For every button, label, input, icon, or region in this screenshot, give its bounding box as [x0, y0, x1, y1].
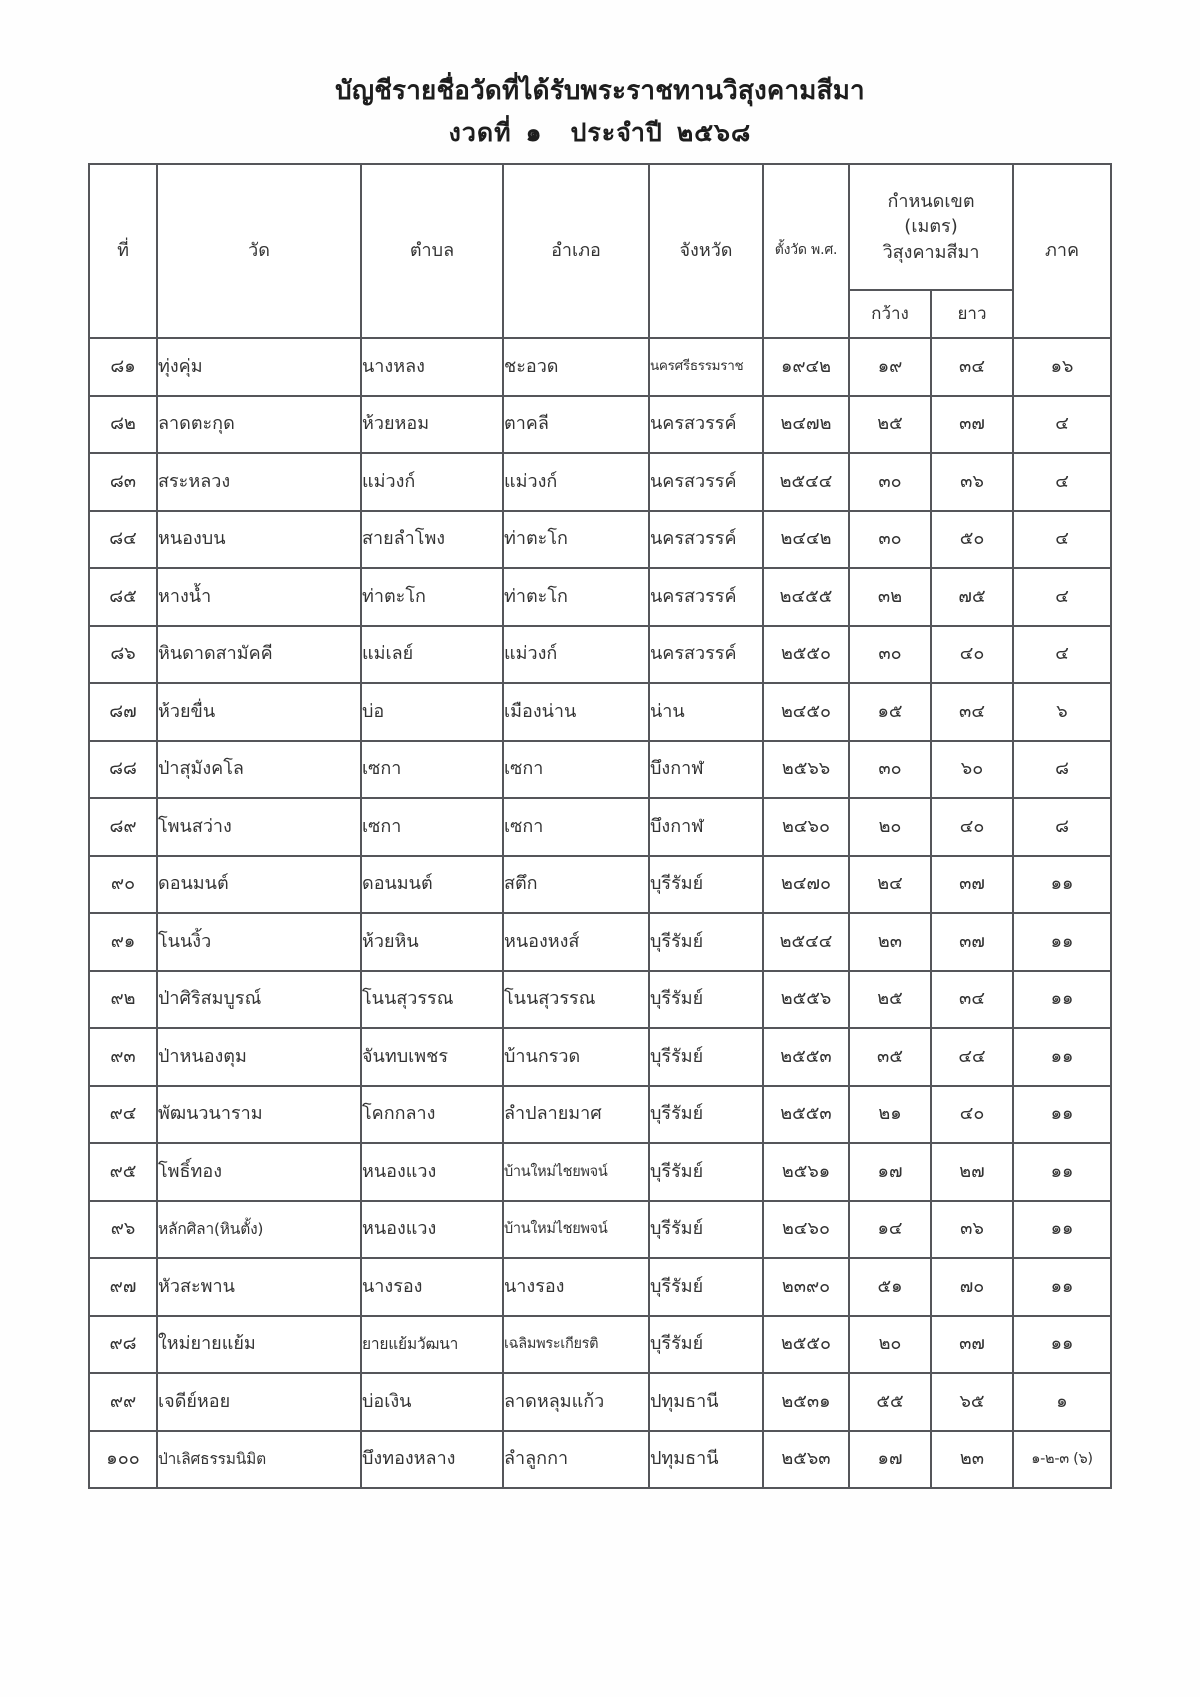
- table-row: [89, 971, 1111, 1029]
- header-amphoe: อำเภอ: [503, 164, 649, 338]
- cell-tambon: นางรอง: [361, 1258, 503, 1316]
- header-year-founded: ตั้งวัด พ.ศ.: [763, 164, 849, 338]
- cell-length: ๕๐: [931, 511, 1013, 569]
- cell-tambon: โนนสุวรรณ: [361, 971, 503, 1029]
- cell-phak: ๑๑: [1013, 971, 1111, 1029]
- cell-amphoe: ลำปลายมาศ: [503, 1086, 649, 1144]
- cell-wat: โพธิ์ทอง: [157, 1143, 361, 1201]
- cell-wat: หนองบน: [157, 511, 361, 569]
- registry-table: [88, 163, 1112, 1489]
- cell-phak: ๔: [1013, 626, 1111, 684]
- cell-wat: ป่าศิริสมบูรณ์: [157, 971, 361, 1029]
- cell-changwat: บุรีรัมย์: [649, 971, 763, 1029]
- header-boundary-line1: กำหนดเขต: [887, 190, 975, 212]
- cell-width: ๓๐: [849, 511, 931, 569]
- cell-wat: โพนสว่าง: [157, 798, 361, 856]
- cell-no: ๙๖: [89, 1201, 157, 1259]
- cell-tambon: ท่าตะโก: [361, 568, 503, 626]
- cell-length: ๔๐: [931, 798, 1013, 856]
- cell-wat: ลาดตะกุด: [157, 396, 361, 454]
- cell-width: ๓๐: [849, 741, 931, 799]
- cell-amphoe: ท่าตะโก: [503, 511, 649, 569]
- cell-width: ๒๓: [849, 913, 931, 971]
- table-row: [89, 798, 1111, 856]
- cell-length: ๓๖: [931, 1201, 1013, 1259]
- cell-changwat: นครศรีธรรมราช: [649, 338, 763, 396]
- cell-no: ๑๐๐: [89, 1431, 157, 1489]
- table-row: [89, 453, 1111, 511]
- cell-amphoe: เมืองน่าน: [503, 683, 649, 741]
- cell-changwat: บุรีรัมย์: [649, 1201, 763, 1259]
- cell-year-founded: ๒๔๗๒: [763, 396, 849, 454]
- header-no: ที่: [89, 164, 157, 338]
- cell-phak: ๑๑: [1013, 1086, 1111, 1144]
- cell-tambon: หนองแวง: [361, 1201, 503, 1259]
- cell-phak: ๘: [1013, 798, 1111, 856]
- cell-changwat: บุรีรัมย์: [649, 1028, 763, 1086]
- table-body: [89, 338, 1111, 1488]
- cell-wat: หางน้ำ: [157, 568, 361, 626]
- cell-changwat: บุรีรัมย์: [649, 1086, 763, 1144]
- subtitle-round-number: ๑: [525, 118, 543, 148]
- cell-no: ๘๓: [89, 453, 157, 511]
- cell-year-founded: ๒๕๕๐: [763, 1316, 849, 1374]
- cell-no: ๘๔: [89, 511, 157, 569]
- cell-changwat: บุรีรัมย์: [649, 1258, 763, 1316]
- cell-no: ๘๖: [89, 626, 157, 684]
- cell-phak: ๔: [1013, 453, 1111, 511]
- cell-tambon: ยายแย้มวัฒนา: [361, 1316, 503, 1374]
- cell-phak: ๘: [1013, 741, 1111, 799]
- cell-phak: ๑๑: [1013, 1143, 1111, 1201]
- header-wat: วัด: [157, 164, 361, 338]
- cell-wat: ป่าเลิศธรรมนิมิต: [157, 1431, 361, 1489]
- cell-length: ๗๕: [931, 568, 1013, 626]
- table-row: [89, 856, 1111, 914]
- cell-length: ๔๐: [931, 626, 1013, 684]
- cell-wat: สระหลวง: [157, 453, 361, 511]
- cell-length: ๓๗: [931, 396, 1013, 454]
- cell-length: ๔๔: [931, 1028, 1013, 1086]
- cell-changwat: บุรีรัมย์: [649, 1143, 763, 1201]
- cell-width: ๑๗: [849, 1143, 931, 1201]
- cell-year-founded: ๑๙๔๒: [763, 338, 849, 396]
- table-row: [89, 741, 1111, 799]
- cell-tambon: จันทบเพชร: [361, 1028, 503, 1086]
- cell-no: ๘๙: [89, 798, 157, 856]
- subtitle-year-value: ๒๕๖๘: [676, 118, 752, 148]
- table-row: [89, 1316, 1111, 1374]
- cell-tambon: แม่วงก์: [361, 453, 503, 511]
- cell-amphoe: หนองหงส์: [503, 913, 649, 971]
- header-boundary-group: [849, 164, 1013, 290]
- cell-year-founded: ๒๕๔๔: [763, 453, 849, 511]
- cell-tambon: แม่เลย์: [361, 626, 503, 684]
- cell-changwat: บุรีรัมย์: [649, 856, 763, 914]
- cell-no: ๙๒: [89, 971, 157, 1029]
- cell-width: ๒๐: [849, 798, 931, 856]
- cell-tambon: บ่อเงิน: [361, 1373, 503, 1431]
- table-row: [89, 1431, 1111, 1489]
- cell-year-founded: ๒๕๖๖: [763, 741, 849, 799]
- cell-year-founded: ๒๔๔๒: [763, 511, 849, 569]
- cell-phak: ๑: [1013, 1373, 1111, 1431]
- cell-length: ๗๐: [931, 1258, 1013, 1316]
- header-tambon: ตำบล: [361, 164, 503, 338]
- cell-length: ๖๕: [931, 1373, 1013, 1431]
- cell-no: ๙๑: [89, 913, 157, 971]
- cell-length: ๒๗: [931, 1143, 1013, 1201]
- cell-phak: ๑๑: [1013, 1316, 1111, 1374]
- cell-length: ๓๗: [931, 1316, 1013, 1374]
- header-boundary-line2: (เมตร): [904, 216, 958, 238]
- cell-amphoe: บ้านกรวด: [503, 1028, 649, 1086]
- table-row: [89, 568, 1111, 626]
- cell-wat: หลักศิลา(หินตั้ง): [157, 1201, 361, 1259]
- cell-changwat: นครสวรรค์: [649, 511, 763, 569]
- cell-wat: ป่าสุมังคโล: [157, 741, 361, 799]
- cell-tambon: เซกา: [361, 741, 503, 799]
- cell-changwat: นครสวรรค์: [649, 396, 763, 454]
- cell-length: ๓๖: [931, 453, 1013, 511]
- cell-phak: ๔: [1013, 511, 1111, 569]
- table-row: [89, 396, 1111, 454]
- table-row: [89, 1143, 1111, 1201]
- cell-year-founded: ๒๓๙๐: [763, 1258, 849, 1316]
- table-row: [89, 1373, 1111, 1431]
- cell-width: ๓๒: [849, 568, 931, 626]
- subtitle-year-label: ประจำปี: [570, 118, 663, 148]
- header-width: กว้าง: [849, 290, 931, 338]
- header-length: ยาว: [931, 290, 1013, 338]
- cell-no: ๙๐: [89, 856, 157, 914]
- cell-width: ๓๐: [849, 453, 931, 511]
- cell-phak: ๑๑: [1013, 1201, 1111, 1259]
- table-row: [89, 1086, 1111, 1144]
- cell-phak: ๑๑: [1013, 1028, 1111, 1086]
- cell-wat: พัฒนวนาราม: [157, 1086, 361, 1144]
- cell-length: ๓๗: [931, 856, 1013, 914]
- cell-phak: ๑๑: [1013, 1258, 1111, 1316]
- cell-amphoe: โนนสุวรรณ: [503, 971, 649, 1029]
- cell-amphoe: บ้านใหม่ไชยพจน์: [503, 1143, 649, 1201]
- table-row: [89, 1201, 1111, 1259]
- cell-tambon: โคกกลาง: [361, 1086, 503, 1144]
- header-phak: ภาค: [1013, 164, 1111, 338]
- cell-changwat: ปทุมธานี: [649, 1431, 763, 1489]
- cell-amphoe: ท่าตะโก: [503, 568, 649, 626]
- cell-wat: หินดาดสามัคคี: [157, 626, 361, 684]
- cell-year-founded: ๒๔๕๐: [763, 683, 849, 741]
- cell-tambon: บ่อ: [361, 683, 503, 741]
- cell-phak: ๑๑: [1013, 856, 1111, 914]
- cell-year-founded: ๒๔๕๕: [763, 568, 849, 626]
- cell-no: ๙๘: [89, 1316, 157, 1374]
- cell-changwat: บุรีรัมย์: [649, 1316, 763, 1374]
- cell-length: ๒๓: [931, 1431, 1013, 1489]
- cell-amphoe: แม่วงก์: [503, 453, 649, 511]
- cell-width: ๕๕: [849, 1373, 931, 1431]
- cell-changwat: นครสวรรค์: [649, 568, 763, 626]
- table-row: [89, 511, 1111, 569]
- cell-wat: ทุ่งคุ่ม: [157, 338, 361, 396]
- cell-no: ๘๕: [89, 568, 157, 626]
- cell-width: ๑๗: [849, 1431, 931, 1489]
- cell-no: ๙๙: [89, 1373, 157, 1431]
- table-row: [89, 1028, 1111, 1086]
- cell-tambon: ห้วยหอม: [361, 396, 503, 454]
- title-block: [0, 0, 1200, 150]
- cell-length: ๓๔: [931, 338, 1013, 396]
- cell-year-founded: ๒๔๖๐: [763, 1201, 849, 1259]
- header-changwat: จังหวัด: [649, 164, 763, 338]
- cell-tambon: ดอนมนต์: [361, 856, 503, 914]
- cell-amphoe: ลำลูกกา: [503, 1431, 649, 1489]
- cell-amphoe: นางรอง: [503, 1258, 649, 1316]
- cell-length: ๓๗: [931, 913, 1013, 971]
- cell-width: ๓๕: [849, 1028, 931, 1086]
- cell-length: ๓๔: [931, 971, 1013, 1029]
- cell-amphoe: ตาคลี: [503, 396, 649, 454]
- cell-year-founded: ๒๕๕๐: [763, 626, 849, 684]
- cell-length: ๔๐: [931, 1086, 1013, 1144]
- cell-year-founded: ๒๕๕๓: [763, 1086, 849, 1144]
- table-row: [89, 913, 1111, 971]
- cell-phak: ๑๖: [1013, 338, 1111, 396]
- cell-year-founded: ๒๕๖๑: [763, 1143, 849, 1201]
- cell-tambon: บึงทองหลาง: [361, 1431, 503, 1489]
- cell-amphoe: เซกา: [503, 741, 649, 799]
- cell-changwat: บุรีรัมย์: [649, 913, 763, 971]
- cell-wat: ใหม่ยายแย้ม: [157, 1316, 361, 1374]
- cell-no: ๙๗: [89, 1258, 157, 1316]
- cell-width: ๒๑: [849, 1086, 931, 1144]
- cell-amphoe: ลาดหลุมแก้ว: [503, 1373, 649, 1431]
- cell-length: ๖๐: [931, 741, 1013, 799]
- cell-width: ๑๙: [849, 338, 931, 396]
- cell-changwat: บึงกาฬ: [649, 798, 763, 856]
- cell-width: ๒๕: [849, 396, 931, 454]
- cell-no: ๙๕: [89, 1143, 157, 1201]
- cell-width: ๒๐: [849, 1316, 931, 1374]
- cell-wat: ดอนมนต์: [157, 856, 361, 914]
- cell-year-founded: ๒๕๕๖: [763, 971, 849, 1029]
- cell-changwat: นครสวรรค์: [649, 453, 763, 511]
- cell-no: ๘๗: [89, 683, 157, 741]
- page-title: บัญชีรายชื่อวัดที่ได้รับพระราชทานวิสุงคามสีมา: [335, 76, 865, 106]
- subtitle-round-label: งวดที่: [448, 118, 512, 148]
- table-row: [89, 626, 1111, 684]
- cell-amphoe: เฉลิมพระเกียรติ: [503, 1316, 649, 1374]
- cell-amphoe: ชะอวด: [503, 338, 649, 396]
- cell-phak: ๑-๒-๓ (๖): [1013, 1431, 1111, 1489]
- cell-no: ๙๓: [89, 1028, 157, 1086]
- cell-year-founded: ๒๕๓๑: [763, 1373, 849, 1431]
- header-row-main: [89, 164, 1111, 290]
- cell-tambon: ห้วยหิน: [361, 913, 503, 971]
- cell-changwat: น่าน: [649, 683, 763, 741]
- cell-width: ๓๐: [849, 626, 931, 684]
- cell-wat: ห้วยขื่น: [157, 683, 361, 741]
- cell-year-founded: ๒๕๔๔: [763, 913, 849, 971]
- cell-wat: เจดีย์หอย: [157, 1373, 361, 1431]
- cell-year-founded: ๒๔๗๐: [763, 856, 849, 914]
- header-boundary-line3: วิสุงคามสีมา: [882, 241, 980, 263]
- cell-tambon: เซกา: [361, 798, 503, 856]
- cell-year-founded: ๒๔๖๐: [763, 798, 849, 856]
- cell-width: ๑๔: [849, 1201, 931, 1259]
- cell-wat: โนนงิ้ว: [157, 913, 361, 971]
- cell-width: ๕๑: [849, 1258, 931, 1316]
- cell-phak: ๔: [1013, 396, 1111, 454]
- cell-tambon: นางหลง: [361, 338, 503, 396]
- table-row: [89, 683, 1111, 741]
- cell-tambon: สายลำโพง: [361, 511, 503, 569]
- cell-phak: ๖: [1013, 683, 1111, 741]
- page-subtitle: [0, 115, 1200, 150]
- cell-year-founded: ๒๕๕๓: [763, 1028, 849, 1086]
- table-row: [89, 338, 1111, 396]
- cell-wat: หัวสะพาน: [157, 1258, 361, 1316]
- cell-amphoe: สตึก: [503, 856, 649, 914]
- cell-width: ๒๕: [849, 971, 931, 1029]
- registry-table-wrap: [88, 163, 1110, 1489]
- cell-amphoe: เซกา: [503, 798, 649, 856]
- table-header: [89, 164, 1111, 338]
- cell-no: ๘๑: [89, 338, 157, 396]
- cell-changwat: ปทุมธานี: [649, 1373, 763, 1431]
- table-row: [89, 1258, 1111, 1316]
- cell-changwat: นครสวรรค์: [649, 626, 763, 684]
- cell-no: ๙๔: [89, 1086, 157, 1144]
- cell-phak: ๑๑: [1013, 913, 1111, 971]
- cell-width: ๑๕: [849, 683, 931, 741]
- cell-amphoe: แม่วงก์: [503, 626, 649, 684]
- cell-no: ๘๒: [89, 396, 157, 454]
- cell-changwat: บึงกาฬ: [649, 741, 763, 799]
- cell-length: ๓๔: [931, 683, 1013, 741]
- cell-amphoe: บ้านใหม่ไชยพจน์: [503, 1201, 649, 1259]
- cell-tambon: หนองแวง: [361, 1143, 503, 1201]
- cell-year-founded: ๒๕๖๓: [763, 1431, 849, 1489]
- cell-width: ๒๔: [849, 856, 931, 914]
- cell-no: ๘๘: [89, 741, 157, 799]
- cell-wat: ป่าหนองตุม: [157, 1028, 361, 1086]
- cell-phak: ๔: [1013, 568, 1111, 626]
